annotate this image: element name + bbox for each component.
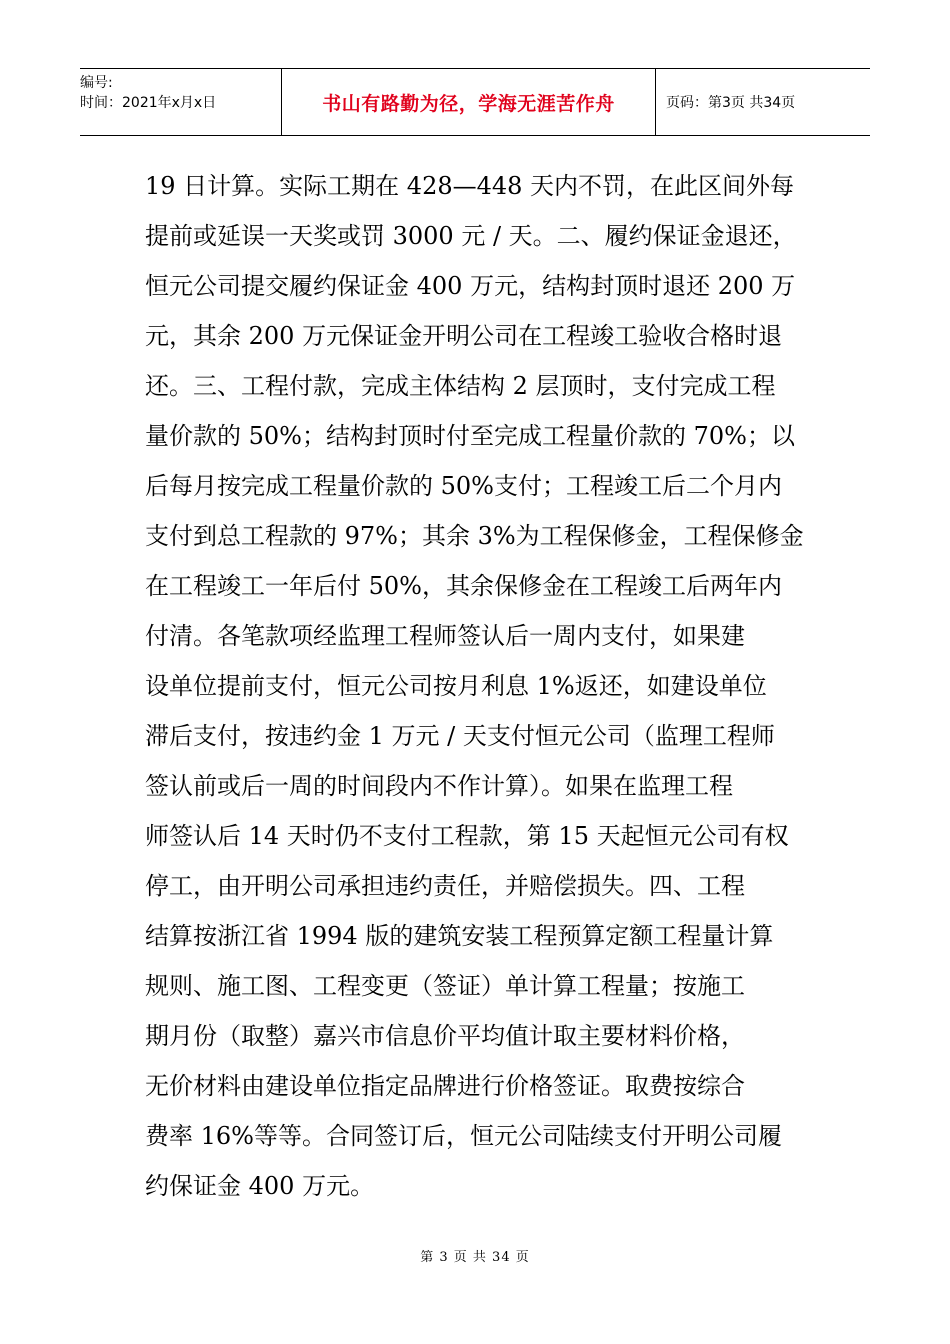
body-line: 停工，由开明公司承担违约责任，并赔偿损失。四、工程 — [145, 872, 745, 900]
document-header — [80, 68, 870, 136]
document-time-label: 时间：2021年x月x日 — [80, 95, 217, 111]
body-line: 恒元公司提交履约保证金 400 万元，结构封顶时退还 200 万 — [145, 272, 796, 300]
body-line: 期月份（取整）嘉兴市信息价平均值计取主要材料价格， — [145, 1022, 745, 1050]
body-line: 后每月按完成工程量价款的 50%支付；工程竣工后二个月内 — [145, 472, 782, 500]
header-motto-cell — [282, 69, 656, 135]
body-line: 设单位提前支付，恒元公司按月利息 1%返还，如建设单位 — [145, 672, 767, 700]
body-line: 签认前或后一周的时间段内不作计算）。如果在监理工程 — [145, 772, 733, 800]
header-page-info: 页码：第3页 共34页 — [666, 95, 796, 111]
body-line: 规则、施工图、工程变更（签证）单计算工程量；按施工 — [145, 972, 745, 1000]
body-line: 量价款的 50%；结构封顶时付至完成工程量价款的 70%；以 — [145, 422, 795, 450]
body-line: 元，其余 200 万元保证金开明公司在工程竣工验收合格时退 — [145, 322, 783, 350]
body-line: 付清。各笔款项经监理工程师签认后一周内支付，如果建 — [145, 622, 745, 650]
body-line: 在工程竣工一年后付 50%，其余保修金在工程竣工后两年内 — [145, 572, 782, 600]
body-line: 滞后支付，按违约金 1 万元 / 天支付恒元公司（监理工程师 — [145, 722, 775, 750]
header-meta — [80, 69, 282, 135]
body-line: 约保证金 400 万元。 — [145, 1172, 375, 1200]
body-line: 19 日计算。实际工期在 428—448 天内不罚，在此区间外每 — [145, 172, 795, 200]
document-number-label: 编号: — [80, 75, 113, 91]
body-line: 支付到总工程款的 97%；其余 3%为工程保修金，工程保修金 — [145, 522, 804, 550]
body-line: 还。三、工程付款，完成主体结构 2 层顶时，支付完成工程 — [145, 372, 776, 400]
body-line: 师签认后 14 天时仍不支付工程款，第 15 天起恒元公司有权 — [145, 822, 789, 850]
body-line: 结算按浙江省 1994 版的建筑安装工程预算定额工程量计算 — [145, 922, 774, 950]
header-motto: 书山有路勤为径，学海无涯苦作舟 — [322, 92, 615, 115]
document-body — [145, 161, 810, 1211]
body-line: 无价材料由建设单位指定品牌进行价格签证。取费按综合 — [145, 1072, 745, 1100]
body-line: 提前或延误一天奖或罚 3000 元 / 天。二、履约保证金退还， — [145, 222, 797, 250]
page-footer: 第 3 页 共 34 页 — [420, 1250, 530, 1265]
body-line: 费率 16%等等。合同签订后，恒元公司陆续支付开明公司履 — [145, 1122, 782, 1150]
